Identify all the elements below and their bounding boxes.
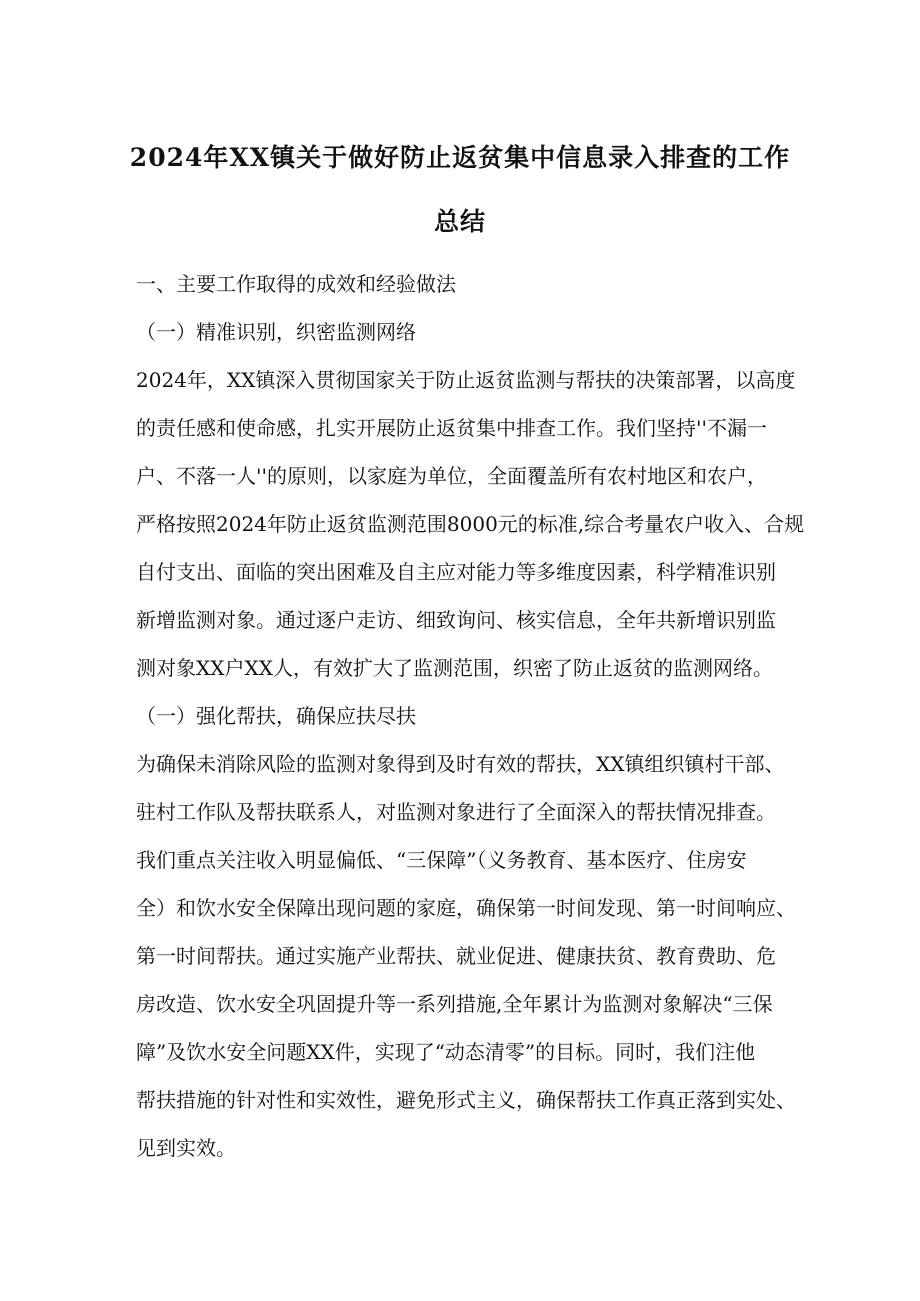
subsection-heading-2: （一）强化帮扶，确保应扶尽扶 — [136, 704, 416, 728]
paragraph-2-line-3: 我们重点关注收入明显偏低、“三保障”（义务教育、基本医疗、住房安 — [136, 848, 747, 872]
paragraph-2-line-9: 见到实效。 — [136, 1136, 236, 1160]
paragraph-2-line-1: 为确保未消除风险的监测对象得到及时有效的帮扶，XX镇组织镇村干部、 — [136, 752, 785, 776]
paragraph-1-line-6: 新增监测对象。通过逐户走访、细致询问、核实信息，全年共新增识别监 — [136, 608, 776, 632]
paragraph-2-line-5: 第一时间帮扶。通过实施产业帮扶、就业促进、健康扶贫、教育费助、危 — [136, 944, 776, 968]
paragraph-2-line-7: 障”及饮水安全问题XX件，实现了“动态清零”的目标。同时，我们注他 — [136, 1040, 756, 1064]
subsection-heading-1: （一）精准识别，织密监测网络 — [136, 320, 416, 344]
paragraph-2-line-6: 房改造、饮水安全巩固提升等一系列措施,全年累计为监测对象解决“三保 — [136, 992, 773, 1016]
paragraph-2-line-8: 帮扶措施的针对性和实效性，避免形式主义，确保帮扶工作真正落到实处、 — [136, 1088, 796, 1112]
document-title: 2024年XX镇关于做好防止返贫集中信息录入排查的工作总结 — [129, 143, 791, 236]
paragraph-2-line-2: 驻村工作队及帮扶联系人，对监测对象进行了全面深入的帮扶情况排查。 — [136, 800, 776, 824]
paragraph-1-line-5: 自付支出、面临的突出困难及自主应对能力等多维度因素，科学精准识别 — [136, 560, 776, 584]
section-heading: 一、主要工作取得的成效和经验做法 — [136, 272, 456, 296]
paragraph-1-line-3: 户、不落一人''的原则，以家庭为单位，全面覆盖所有农村地区和农户， — [136, 464, 767, 488]
paragraph-1-line-7: 测对象XX户XX人，有效扩大了监测范围，织密了防止返贫的监测网络。 — [136, 656, 773, 680]
paragraph-1-line-1: 2024年，XX镇深入贯彻国家关于防止返贫监测与帮扶的决策部署，以高度 — [136, 368, 796, 392]
paragraph-1-line-2: 的责任感和使命感，扎实开展防止返贫集中排查工作。我们坚持''不漏一 — [136, 416, 767, 440]
paragraph-1-line-4: 严格按照2024年防止返贫监测范围8000元的标准,综合考量农户收入、合规 — [136, 512, 805, 536]
paragraph-2-line-4: 全）和饮水安全保障出现问题的家庭，确保第一时间发现、第一时间响应、 — [136, 896, 796, 920]
